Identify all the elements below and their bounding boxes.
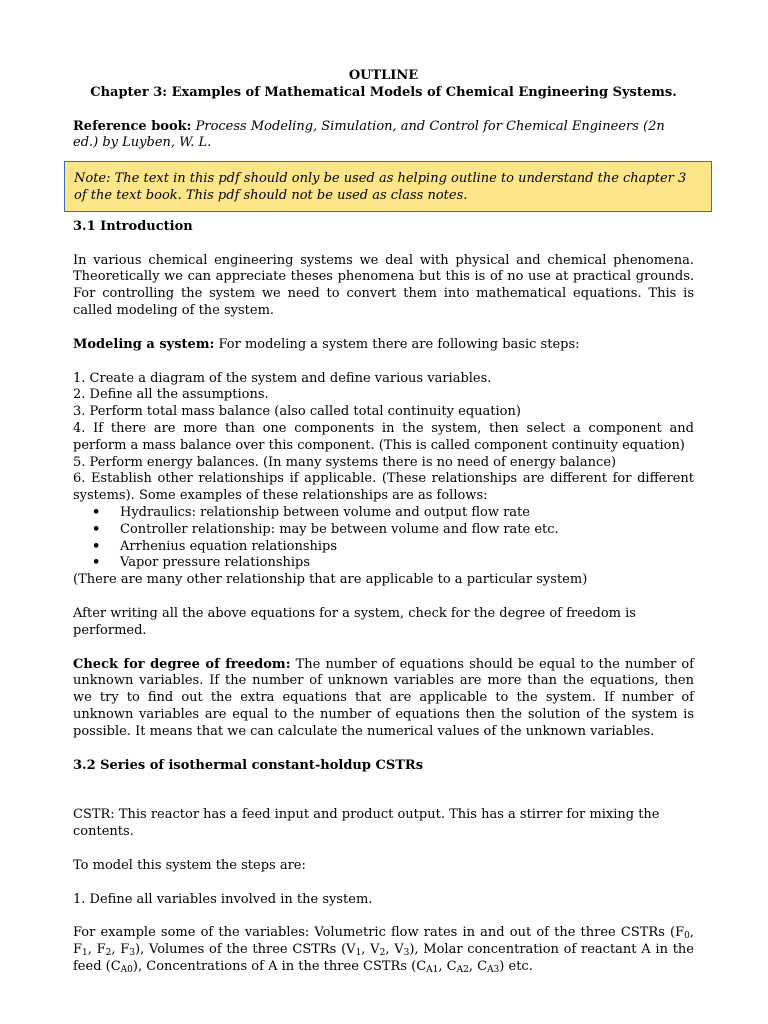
text-run: ), Volumes of the three CSTRs (V: [135, 942, 356, 958]
subscript: 1: [82, 948, 88, 959]
subscript: 2: [105, 948, 112, 959]
step-item: 1. Create a diagram of the system and define various variables.: [73, 370, 492, 386]
subscript: 3: [403, 948, 410, 959]
note-text: Note: The text in this pdf should only be used as helping outline to understand the chapter 3 of the text book. This pdf should not be used as class notes.: [74, 171, 687, 203]
subscript: 1: [355, 948, 362, 959]
text-run: , C: [438, 959, 457, 975]
bullets-note: (There are many other relationship that are applicable to a particular system): [73, 572, 588, 588]
text-run: , F: [73, 925, 694, 958]
subscript: A2: [456, 965, 469, 976]
dof-paragraph: [73, 657, 694, 741]
text-run: , F: [111, 942, 130, 958]
step1-paragraph: 1. Define all variables involved in the system.: [73, 891, 373, 907]
text-run: For example some of the variables: Volumetric flow rates in and out of the three CSTRs (F: [73, 925, 685, 941]
bullet-item: • Vapor pressure relationships: [120, 555, 694, 572]
relationship-bullet-list: [73, 505, 694, 572]
bullet-item: • Arrhenius equation relationships: [120, 539, 694, 556]
step-item: 3. Perform total mass balance (also called total continuity equation): [73, 404, 521, 420]
chapter-title: Chapter 3: Examples of Mathematical Models of Chemical Engineering Systems.: [90, 84, 677, 100]
subscript: A1: [426, 965, 439, 976]
variables-example-paragraph: [73, 925, 694, 975]
step-item: 2. Define all the assumptions.: [73, 387, 269, 403]
subscript: 0: [684, 931, 690, 942]
subscript: 3: [129, 948, 136, 959]
outline-title: OUTLINE: [348, 68, 419, 83]
text-run: ), Concentrations of A in the three CSTRs (C: [132, 959, 427, 975]
subscript: A3: [487, 965, 500, 976]
reference-label: Reference book:: [73, 118, 192, 134]
steps-intro: To model this system the steps are:: [73, 857, 306, 873]
text-run: ), Molar concentration of reactant A in the feed (C: [73, 942, 694, 975]
step-item: 4. If there are more than one components in the system, then select a component and perform a mass balance over this component. (This is called component continuity equation): [73, 420, 694, 453]
step-item: 5. Perform energy balances. (In many systems there is no need of energy balance): [73, 454, 617, 470]
subscript: 2: [379, 948, 386, 959]
reference-line: [73, 119, 694, 153]
text-run: , V: [385, 942, 404, 958]
note-box: [64, 161, 712, 212]
after-paragraph: After writing all the above equations for a system, check for the degree of freedom is performed.: [73, 605, 636, 638]
modeling-paragraph: [73, 337, 694, 354]
bullet-item: • Hydraulics: relationship between volume and output flow rate: [120, 505, 694, 522]
bullet-item: • Controller relationship: may be between volume and flow rate etc.: [120, 522, 694, 539]
cstr-paragraph: CSTR: This reactor has a feed input and product output. This has a stirrer for mixing the contents.: [73, 807, 660, 840]
dof-label: Check for degree of freedom:: [73, 656, 291, 672]
page-content: [73, 68, 694, 976]
subscript: A0: [120, 965, 133, 976]
reference-text: Process Modeling, Simulation, and Control for Chemical Engineers (2n ed.) by Luyben, W. L.: [73, 118, 665, 151]
intro-paragraph: In various chemical engineering systems we deal with physical and chemical phenomena. Theoretically we can appreciate theses phenomena but this is of no use at practical grounds. For controlling the system we need to convert them into mathematical equations. This is called modeling of the system.: [73, 252, 694, 318]
text-run: , V: [361, 942, 380, 958]
step-item: 6. Establish other relationships if applicable. (These relationships are different for different systems). Some examples of these relationships are as follows:: [73, 471, 694, 504]
text-run: , F: [87, 942, 106, 958]
modeling-label: Modeling a system:: [73, 336, 215, 352]
section-heading-introduction: 3.1 Introduction: [73, 218, 193, 234]
text-run: , C: [468, 959, 488, 975]
dof-text: The number of equations should be equal to the number of unknown variables. If the number of unknown variables are more than the equations, then we try to find out the extra equations that are applicable to the system. If number of unknown variables are equal to the number of equations then the solution of the system is possible. It means that we can calculate the numerical values of the unknown variables.: [73, 656, 694, 739]
section-heading-cstrs: 3.2 Series of isothermal constant-holdup CSTRs: [73, 757, 424, 773]
modeling-text: For modeling a system there are following basic steps:: [214, 336, 580, 352]
text-run: ) etc.: [499, 959, 533, 975]
